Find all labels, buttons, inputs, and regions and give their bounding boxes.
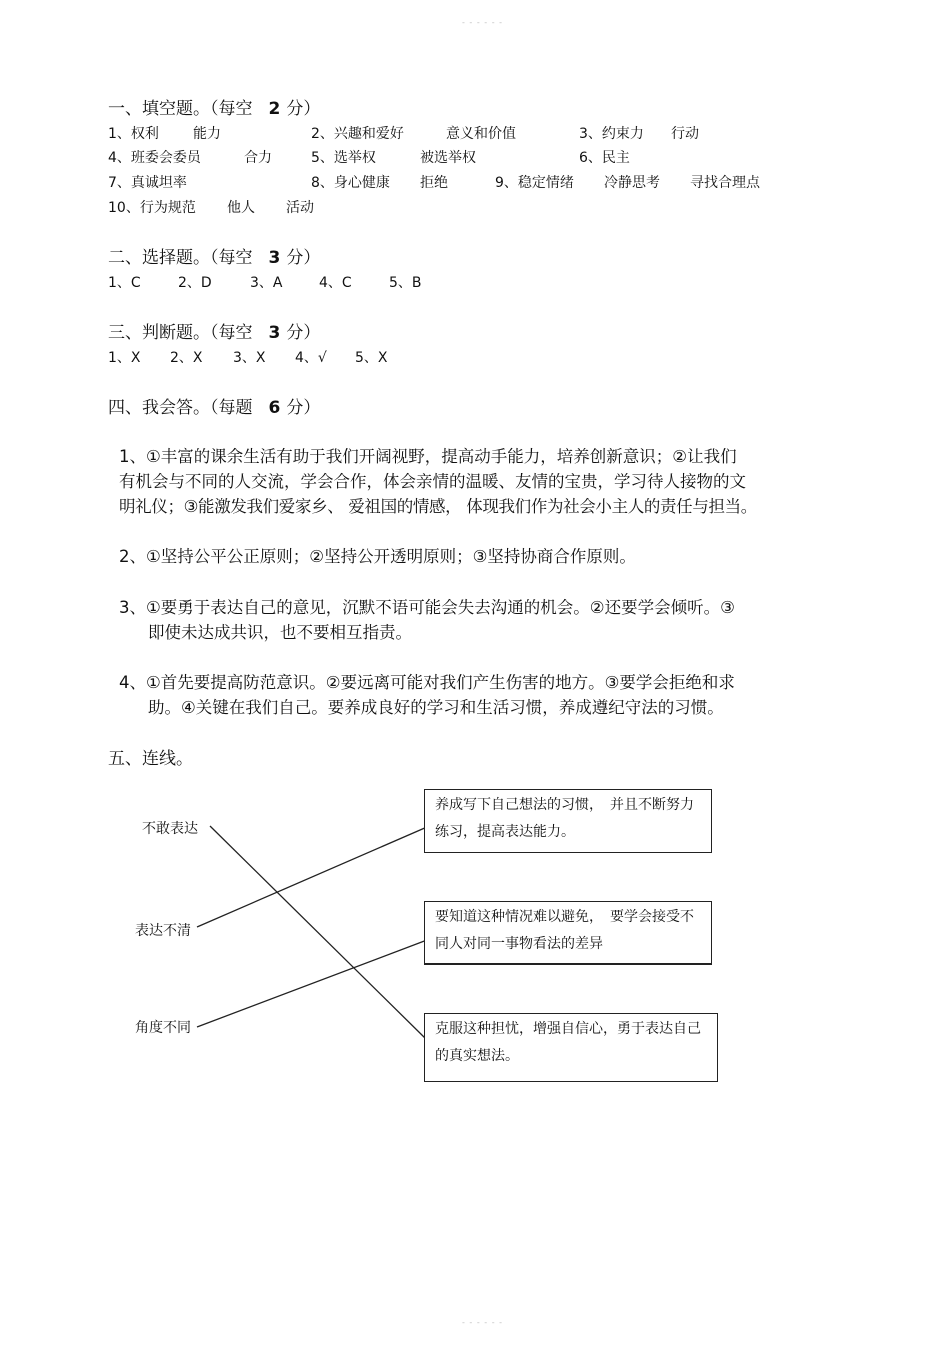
s1-ans: 3、约束力: [579, 126, 644, 142]
s1-ans: 4、班委会委员: [108, 150, 201, 166]
match-right-box: 要知道这种情况难以避免， 要学会接受不同人对同一事物看法的差异: [424, 901, 712, 965]
q2-line: 2、①坚持公平公正原则；②坚持公开透明原则；③坚持协商合作原则。: [119, 547, 636, 566]
s2-ans: 1、C: [108, 275, 141, 291]
s3-ans: 1、X: [108, 350, 141, 366]
connection-line: [197, 940, 427, 1027]
s1-ans: 1、权利: [108, 126, 159, 142]
s3-ans: 2、X: [170, 350, 203, 366]
section1-title-end: 分）: [286, 99, 321, 119]
match-right-box: 克服这种担忧，增强自信心，勇于表达自己的真实想法。: [424, 1013, 718, 1082]
section2-title-end: 分）: [286, 248, 321, 268]
q3-line: 即使未达成共识，也不要相互指责。: [148, 623, 412, 642]
connection-line: [210, 826, 427, 1040]
section5-title: 五、连线。: [108, 749, 193, 769]
s1-ans: 活动: [286, 200, 314, 216]
s1-ans: 10、行为规范: [108, 200, 196, 216]
s3-ans: 3、X: [233, 350, 266, 366]
s2-ans: 2、D: [178, 275, 212, 291]
s1-ans: 7、真诚坦率: [108, 175, 187, 191]
s1-ans: 寻找合理点: [690, 175, 760, 191]
q4-line: 4、①首先要提高防范意识。②要远离可能对我们产生伤害的地方。③要学会拒绝和求: [119, 673, 735, 692]
s1-ans: 6、民主: [579, 150, 630, 166]
match-left-item: 不敢表达: [142, 821, 198, 837]
match-left-item: 角度不同: [135, 1020, 191, 1036]
s1-ans: 他人: [227, 200, 255, 216]
s1-ans: 能力: [193, 126, 221, 142]
s1-ans: 拒绝: [420, 175, 448, 191]
match-left-item: 表达不清: [135, 923, 191, 939]
q1-line: 有机会与不同的人交流，学会合作，体会亲情的温暖、友情的宝贵，学习待人接物的文: [119, 472, 746, 491]
s1-ans: 合力: [244, 150, 272, 166]
q1-line: 明礼仪；③能激发我们爱家乡、 爱祖国的情感， 体现我们作为社会小主人的责任与担当。: [119, 497, 757, 516]
s1-ans: 5、选举权: [311, 150, 376, 166]
section4-points: 6: [268, 398, 281, 418]
match-right-box: 养成写下自己想法的习惯， 并且不断努力练习，提高表达能力。: [424, 789, 712, 853]
section4-title-text: 四、我会答。（每题: [108, 398, 253, 418]
s3-ans: 5、X: [355, 350, 388, 366]
s2-ans: 5、B: [389, 275, 422, 291]
connection-line: [197, 827, 427, 927]
section1-title-text: 一、填空题。（每空: [108, 99, 253, 119]
s3-ans: 4、√: [295, 350, 327, 366]
s1-ans: 意义和价值: [446, 126, 516, 142]
q3-line: 3、①要勇于表达自己的意见，沉默不语可能会失去沟通的机会。②还要学会倾听。③: [119, 598, 735, 617]
section1-points: 2: [268, 99, 281, 119]
s1-ans: 被选举权: [420, 150, 476, 166]
section3-points: 3: [268, 323, 281, 343]
header-mark: - - - - - -: [462, 18, 504, 27]
q4-line: 助。④关键在我们自己。要养成良好的学习和生活习惯，养成遵纪守法的习惯。: [148, 698, 724, 717]
section3-title-end: 分）: [286, 323, 321, 343]
section2-points: 3: [268, 248, 281, 268]
footer-mark: - - - - - -: [462, 1318, 504, 1327]
s1-ans: 9、稳定情绪: [495, 175, 574, 191]
section2-title-text: 二、选择题。（每空: [108, 248, 253, 268]
s2-ans: 3、A: [250, 275, 283, 291]
s1-ans: 8、身心健康: [311, 175, 390, 191]
section3-title-text: 三、判断题。（每空: [108, 323, 253, 343]
s1-ans: 冷静思考: [604, 175, 660, 191]
s1-ans: 行动: [671, 126, 699, 142]
s1-ans: 2、兴趣和爱好: [311, 126, 404, 142]
section4-title-end: 分）: [286, 398, 321, 418]
s2-ans: 4、C: [319, 275, 352, 291]
q1-line: 1、①丰富的课余生活有助于我们开阔视野，提高动手能力，培养创新意识；②让我们: [119, 447, 737, 466]
